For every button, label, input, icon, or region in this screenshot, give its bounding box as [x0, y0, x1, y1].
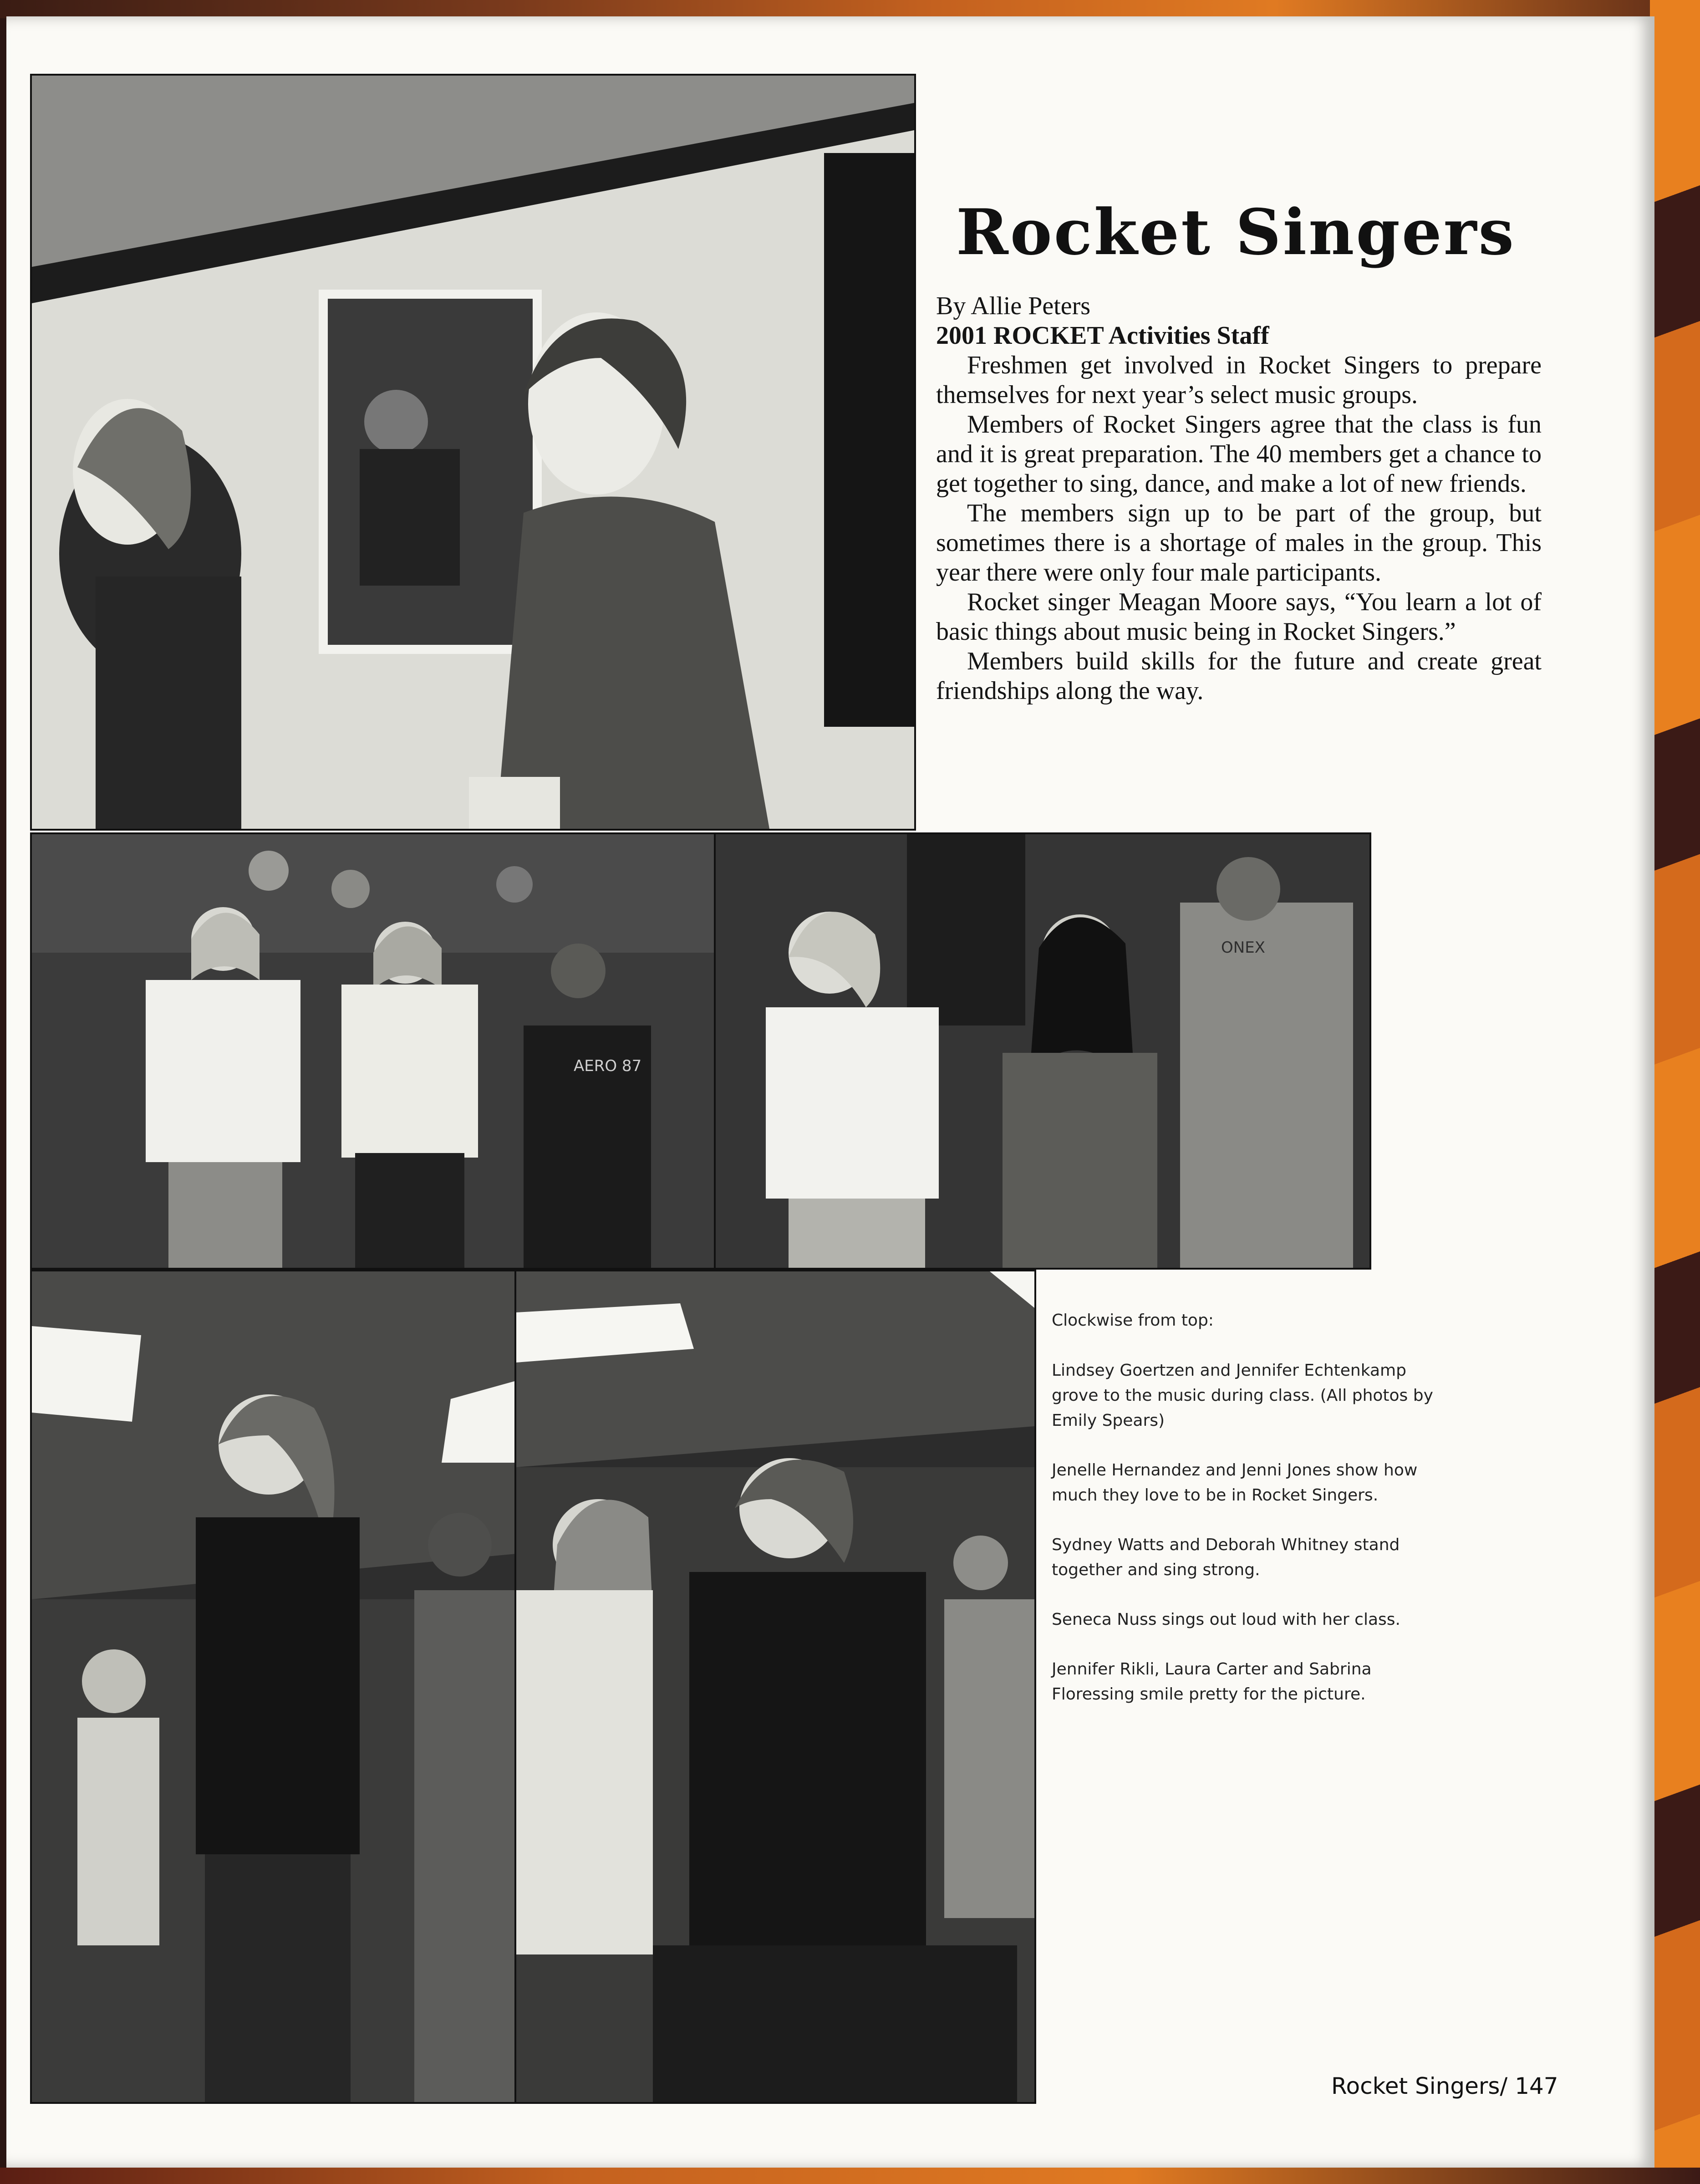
footer-section-name: Rocket Singers/ — [1331, 2073, 1508, 2099]
book-edge-top — [0, 0, 1700, 18]
article-paragraph: Freshmen get involved in Rocket Singers to prepare themselves for next year’s select music groups. — [936, 351, 1542, 409]
onex-shirt-text: ONEX — [1221, 939, 1265, 957]
photo-two-singers — [30, 74, 916, 831]
book-edge-right — [1650, 0, 1700, 2184]
article-paragraph: Members build skills for the future and create great friendships along the way. — [936, 647, 1542, 705]
photo-group-dancing-left — [30, 832, 718, 1270]
aero-shirt-text: AERO 87 — [574, 1057, 642, 1075]
caption-item: Seneca Nuss sings out loud with her class. — [1052, 1610, 1400, 1629]
page-footer — [1331, 2073, 1558, 2099]
article-title: Rocket Singers — [956, 195, 1516, 269]
photo-captions — [1052, 1308, 1452, 1731]
caption-item: Sydney Watts and Deborah Whitney stand together and sing strong. — [1052, 1536, 1400, 1579]
article-paragraph: The members sign up to be part of the group, but sometimes there is a shortage of males in the group. This year there were only four male participants. — [936, 499, 1542, 587]
article-staff-credit: 2001 ROCKET Activities Staff — [936, 321, 1269, 350]
photo-singer-black-shirt — [30, 1270, 518, 2104]
caption-item: Jenelle Hernandez and Jenni Jones show how much they love to be in Rocket Singers. — [1052, 1461, 1418, 1505]
book-edge-bottom — [0, 2168, 1700, 2184]
yearbook-page — [6, 16, 1654, 2168]
page-number: 147 — [1515, 2073, 1558, 2099]
photo-seneca-singing — [514, 1270, 1036, 2104]
article-paragraph: Members of Rocket Singers agree that the class is fun and it is great preparation. The 40 members get a chance to get together to sing, dance, and make a lot of new friends. — [936, 410, 1542, 498]
captions-heading: Clockwise from top: — [1052, 1311, 1214, 1330]
article-paragraph: Rocket singer Meagan Moore says, “You learn a lot of basic things about music being in Rocket Singers.” — [936, 588, 1542, 646]
photo-group-dancing-right — [714, 832, 1371, 1270]
caption-item: Lindsey Goertzen and Jennifer Echtenkamp grove to the music during class. (All photos by Emily Spears) — [1052, 1361, 1433, 1430]
caption-item: Jennifer Rikli, Laura Carter and Sabrina Floressing smile pretty for the picture. — [1052, 1660, 1372, 1704]
article-byline: By Allie Peters — [936, 292, 1091, 320]
article-body — [936, 291, 1542, 706]
